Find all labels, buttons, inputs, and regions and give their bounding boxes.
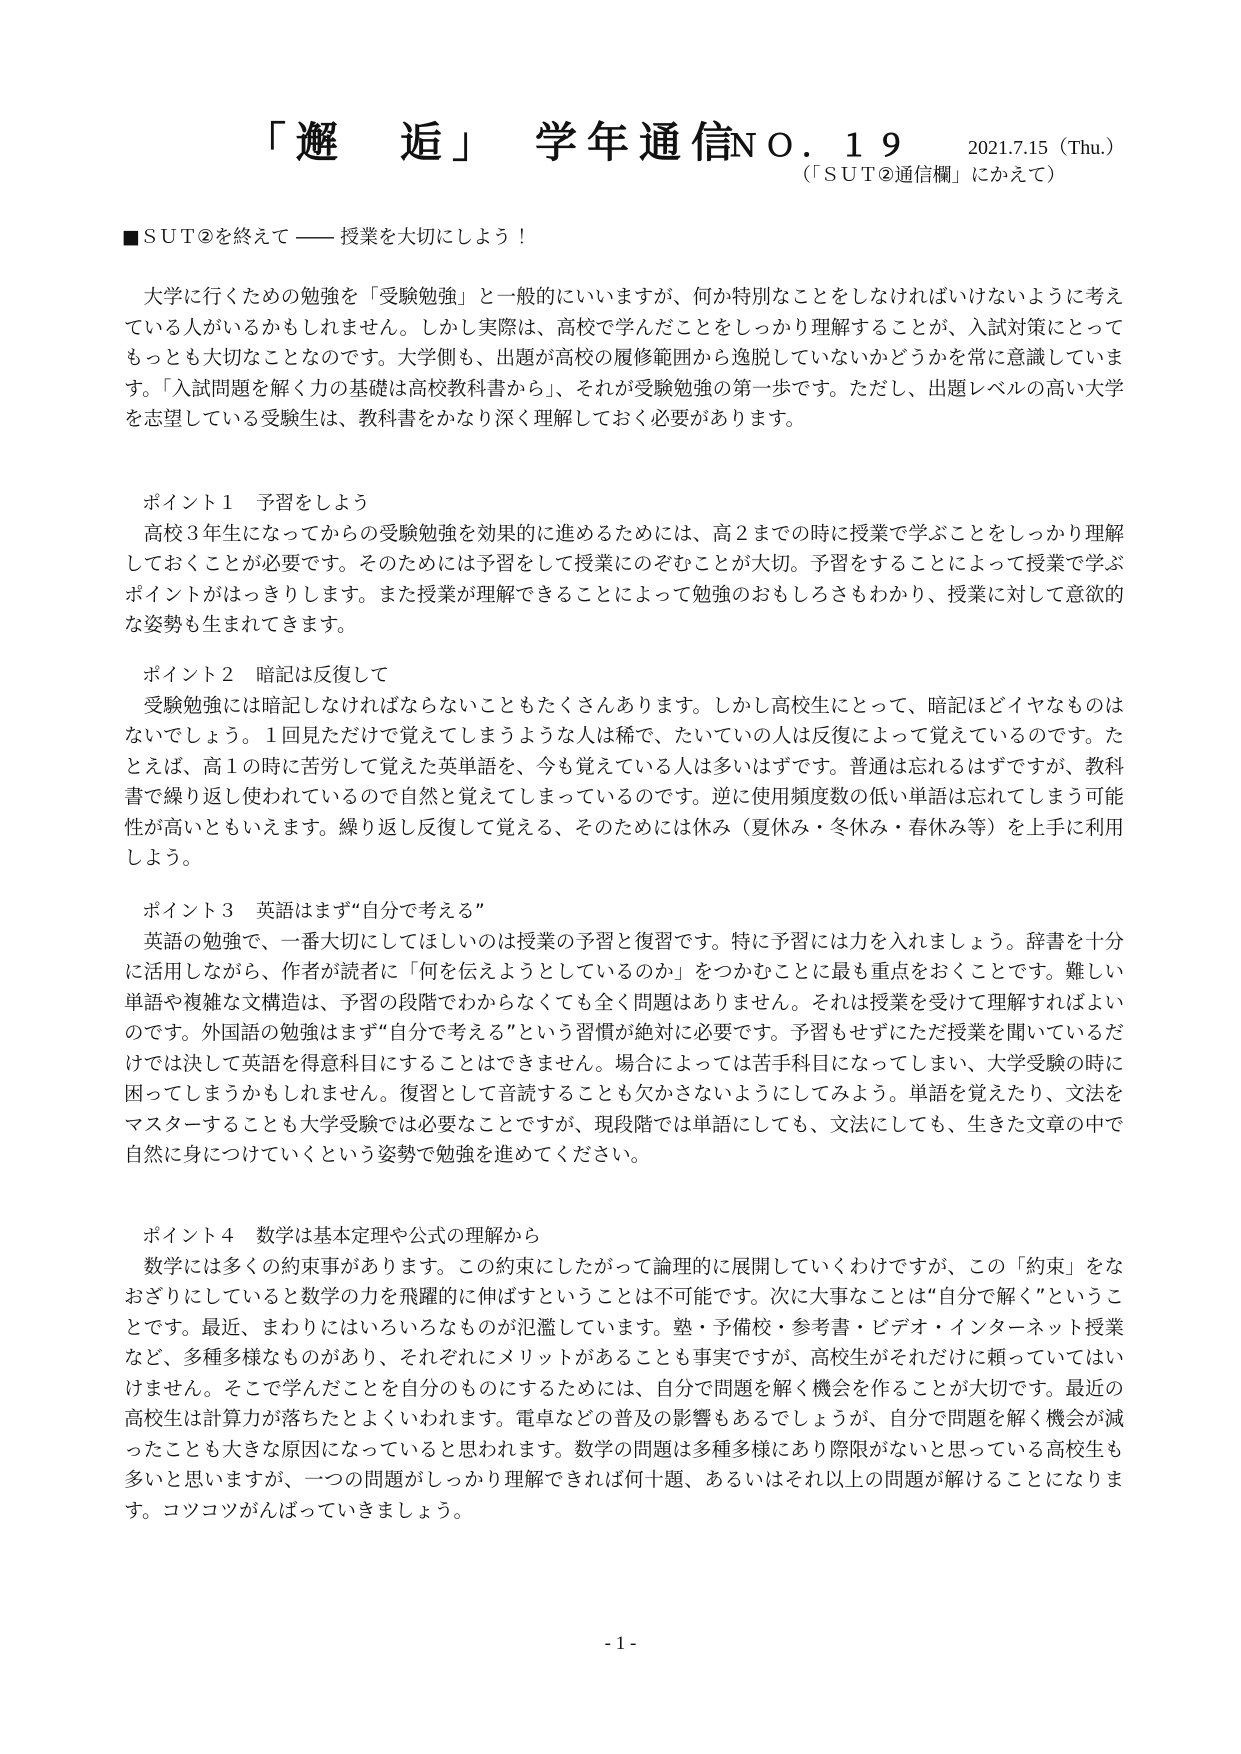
point-1-body: 高校３年生になってからの受験勉強を効果的に進めるためには、高２までの時に授業で学ぶことをしっかり理解しておくことが必要です。そのためには予習をして授業にのぞむことが大切。予習をすることによって授業で学ぶポイントがはっきりします。また授業が理解できることによって勉強のおもしろさもわかり、授業に対して意欲的な姿勢も生まれてきます。 bbox=[124, 521, 1124, 636]
newsletter-title: 「邂 逅」 学年通信 bbox=[244, 118, 744, 167]
point-2-block bbox=[124, 660, 1124, 874]
point-4-title: ポイント４ 数学は基本定理や公式の理解から bbox=[142, 1225, 542, 1247]
point-4-body: 数学には多くの約束事があります。この約束にしたがって論理的に展開していくわけですが、この「約束」をなおざりにしていると数学の力を飛躍的に伸ばすということは不可能です。次に大事なことは“自分で解く”ということです。最近、まわりにはいろいろなものが氾濫しています。塾・予備校・参考書・ビデオ・インターネット授業など、多種多様なものがあり、それぞれにメリットがあることも事実ですが、高校生がそれだけに頼っていてはいけません。そこで学んだことを自分のものにするためには、自分で問題を解く機会を作ることが大切です。最近の高校生は計算力が落ちたとよくいわれます。電卓などの普及の影響もあるでしょうが、自分で問題を解く機会が減ったことも大きな原因になっていると思われます。数学の問題は多種多様にあり際限がないと思っている高校生も多いと思いますが、一つの問題がしっかり理解できれば何十題、あるいはそれ以上の問題が解けることになります。コツコツがんばっていきましょう。 bbox=[124, 1254, 1124, 1522]
point-3-title: ポイント３ 英語はまず“自分で考える” bbox=[142, 900, 485, 922]
point-2-title: ポイント２ 暗記は反復して bbox=[142, 664, 390, 686]
point-3-body: 英語の勉強で、一番大切にしてほしいのは授業の予習と復習です。特に予習には力を入れましょう。辞書を十分に活用しながら、作者が読者に「何を伝えようとしているのか」をつかむことに最も重点をおくことです。難しい単語や複雑な文構造は、予習の段階でわからなくても全く問題はありません。それは授業を受けて理解すればよいのです。外国語の勉強はまず“自分で考える”という習慣が絶対に必要です。予習もせずにただ授業を聞いているだけでは決して英語を得意科目にすることはできません。場合によっては苦手科目になってしまい、大学受験の時に困ってしまうかもしれません。復習として音読することも欠かさないようにしてみよう。単語を覚えたり、文法をマスターすることも大学受験では必要なことですが、現段階では単語にしても、文法にしても、生きた文章の中で自然に身につけていくという姿勢で勉強を進めてください。 bbox=[124, 929, 1124, 1166]
point-2-body: 受験勉強には暗記しなければならないこともたくさんあります。しかし高校生にとって、暗記ほどイヤなものはないでしょう。１回見ただけで覚えてしまうような人は稀で、たいていの人は反復によって覚えているのです。たとえば、高１の時に苦労して覚えた英単語を、今も覚えている人は多いはずです。普通は忘れるはずですが、教科書で繰り返し使われているので自然と覚えてしまっているのです。逆に使用頻度数の低い単語は忘れてしまう可能性が高いともいえます。繰り返し反復して覚える、そのためには休み（夏休み・冬休み・春休み等）を上手に利用しよう。 bbox=[124, 693, 1124, 869]
section-heading: ■ＳＵＴ②を終えて ―― 授業を大切にしよう ！ bbox=[122, 226, 537, 248]
newsletter-subtitle: （「ＳＵＴ②通信欄」にかえて） bbox=[792, 164, 1066, 186]
point-1-block bbox=[124, 488, 1124, 641]
issue-number: ＮＯ．１９ bbox=[728, 130, 913, 163]
page-number: - 1 - bbox=[604, 1633, 637, 1654]
point-3-block bbox=[124, 896, 1124, 1171]
point-4-block bbox=[124, 1221, 1124, 1526]
point-1-title: ポイント１ 予習をしよう bbox=[142, 492, 371, 514]
intro-paragraph: 大学に行くための勉強を「受験勉強」と一般的にいいますが、何か特別なことをしなければいけないように考えている人がいるかもしれません。しかし実際は、高校で学んだことをしっかり理解することが、入試対策にとってもっとも大切なことなのです。大学側も、出題が高校の履修範囲から逸脱していないかどうかを常に意識しています。「入試問題を解く力の基礎は高校教科書から」、それが受験勉強の第一歩です。ただし、出題レベルの高い大学を志望している受験生は、教科書をかなり深く理解しておく必要があります。 bbox=[124, 285, 1124, 430]
issue-date: 2021.7.15（Thu.） bbox=[968, 137, 1126, 159]
